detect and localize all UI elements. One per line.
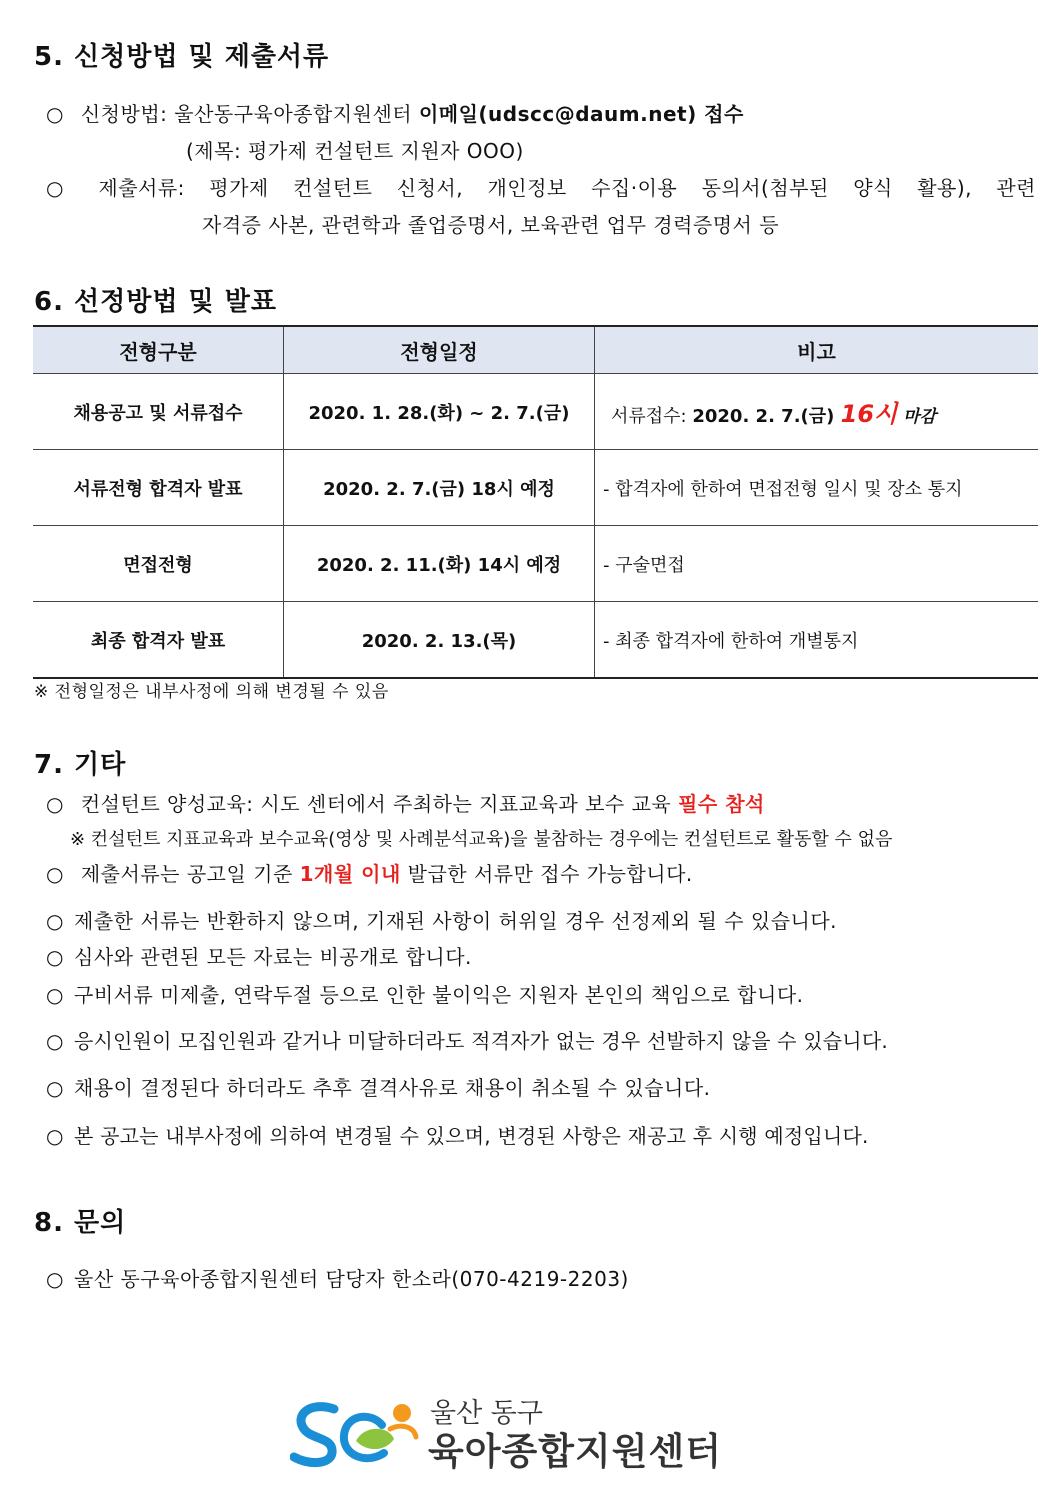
col-header-stage: 전형구분 bbox=[33, 326, 284, 374]
note-prefix: 서류접수: bbox=[611, 406, 693, 427]
note-cell: - 최종 합격자에 한하여 개별통지 bbox=[595, 602, 1039, 679]
bullet-circle: ○ bbox=[46, 176, 64, 200]
schedule-table bbox=[33, 325, 1038, 679]
contact-line bbox=[46, 1263, 629, 1292]
date-cell: 2020. 2. 7.(금) 18시 예정 bbox=[284, 450, 595, 526]
stage-cell: 서류전형 합격자 발표 bbox=[33, 450, 284, 526]
etc-item bbox=[46, 1072, 711, 1101]
col-header-date: 전형일정 bbox=[284, 326, 595, 374]
docs-line bbox=[46, 172, 1036, 201]
etc-item bbox=[46, 941, 472, 970]
table-row bbox=[33, 374, 1038, 450]
section5-heading: 5. 신청방법 및 제출서류 bbox=[34, 42, 330, 72]
table-row bbox=[33, 602, 1038, 679]
table-row bbox=[33, 526, 1038, 602]
docs-text-2: 자격증 사본, 관련학과 졸업증명서, 보육관련 업무 경력증명서 등 bbox=[202, 213, 780, 237]
note-cell: - 합격자에 한하여 면접전형 일시 및 장소 통지 bbox=[595, 450, 1039, 526]
logo-top-text: 울산 동구 bbox=[430, 1398, 543, 1429]
bullet-circle: ○ bbox=[46, 1124, 64, 1148]
deadline-time: 16시 bbox=[840, 400, 898, 428]
etc-item bbox=[46, 1025, 888, 1054]
table-header-row bbox=[33, 326, 1038, 374]
bullet-circle: ○ bbox=[46, 945, 64, 969]
apply-label: 신청방법: bbox=[80, 102, 168, 126]
docs-pre: 제출서류는 공고일 기준 bbox=[80, 862, 300, 886]
center-logo bbox=[290, 1395, 750, 1473]
table-row bbox=[33, 450, 1038, 526]
bullet-circle: ○ bbox=[46, 792, 64, 816]
bullet-circle: ○ bbox=[46, 909, 64, 933]
apply-text: 울산동구육아종합지원센터 bbox=[174, 102, 413, 126]
logo-main-text: 육아종합지원센터 bbox=[428, 1430, 722, 1473]
etc-item-text: 채용이 결정된다 하더라도 추후 결격사유로 채용이 취소될 수 있습니다. bbox=[74, 1076, 711, 1100]
schedule-footnote: ※ 전형일정은 내부사정에 의해 변경될 수 있음 bbox=[34, 682, 389, 702]
col-header-note: 비고 bbox=[595, 326, 1039, 374]
etc-item-text: 구비서류 미제출, 연락두절 등으로 인한 불이익은 지원자 본인의 책임으로 합니다. bbox=[74, 983, 804, 1007]
etc-item-text: 제출한 서류는 반환하지 않으며, 기재된 사항이 허위일 경우 선정제외 될 수 있습니다. bbox=[74, 909, 838, 933]
note-cell bbox=[595, 374, 1039, 450]
etc-item bbox=[46, 905, 837, 934]
etc-item bbox=[46, 979, 804, 1008]
note-date: 2020. 2. 7.(금) bbox=[692, 406, 841, 427]
date-cell: 2020. 1. 28.(화) ~ 2. 7.(금) bbox=[284, 374, 595, 450]
docs-post: 발급한 서류만 접수 가능합니다. bbox=[400, 862, 693, 886]
docs-label: 제출서류: bbox=[98, 176, 185, 200]
section8-heading: 8. 문의 bbox=[34, 1208, 127, 1238]
stage-cell: 채용공고 및 서류접수 bbox=[33, 374, 284, 450]
bullet-circle: ○ bbox=[46, 1267, 64, 1291]
docs-text-1: 평가제 컨설턴트 신청서, 개인정보 수집·이용 동의서(첨부된 양식 활용), 관련 bbox=[209, 176, 1037, 200]
bullet-circle: ○ bbox=[46, 983, 64, 1007]
bullet-circle: ○ bbox=[46, 862, 64, 886]
etc-item-text: 본 공고는 내부사정에 의하여 변경될 수 있으며, 변경된 사항은 재공고 후 시행 예정입니다. bbox=[74, 1124, 869, 1148]
section6-heading: 6. 선정방법 및 발표 bbox=[34, 287, 277, 317]
stage-cell: 면접전형 bbox=[33, 526, 284, 602]
apply-subject: (제목: 평가제 컨설턴트 지원자 OOO) bbox=[186, 139, 524, 163]
apply-method-line bbox=[46, 98, 744, 127]
date-cell: 2020. 2. 13.(목) bbox=[284, 602, 595, 679]
section7-heading: 7. 기타 bbox=[34, 750, 127, 780]
etc-item-text: 심사와 관련된 모든 자료는 비공개로 합니다. bbox=[74, 945, 472, 969]
etc-item-training bbox=[46, 788, 765, 817]
stage-cell: 최종 합격자 발표 bbox=[33, 602, 284, 679]
docs-emphasis: 1개월 이내 bbox=[299, 862, 401, 886]
bullet-circle: ○ bbox=[46, 102, 64, 126]
apply-email: 이메일(udscc@daum.net) 접수 bbox=[418, 102, 744, 126]
training-text: 컨설턴트 양성교육: 시도 센터에서 주최하는 지표교육과 보수 교육 bbox=[80, 792, 679, 816]
bullet-circle: ○ bbox=[46, 1029, 64, 1053]
note-cell: - 구술면접 bbox=[595, 526, 1039, 602]
training-subnote: ※ 컨설턴트 지표교육과 보수교육(영상 및 사례분석교육)을 불참하는 경우에는 컨설턴트로 활동할 수 없음 bbox=[70, 829, 893, 850]
etc-item-docs bbox=[46, 858, 693, 887]
contact-text: 울산 동구육아종합지원센터 담당자 한소라(070-4219-2203) bbox=[74, 1267, 629, 1291]
bullet-circle: ○ bbox=[46, 1076, 64, 1100]
date-cell: 2020. 2. 11.(화) 14시 예정 bbox=[284, 526, 595, 602]
etc-item bbox=[46, 1120, 869, 1149]
training-emphasis: 필수 참석 bbox=[678, 792, 765, 816]
etc-item-text: 응시인원이 모집인원과 같거나 미달하더라도 적격자가 없는 경우 선발하지 않을 수 있습니다. bbox=[74, 1029, 888, 1053]
deadline-word: 마감 bbox=[897, 407, 937, 427]
logo-mark-icon bbox=[290, 1395, 420, 1470]
